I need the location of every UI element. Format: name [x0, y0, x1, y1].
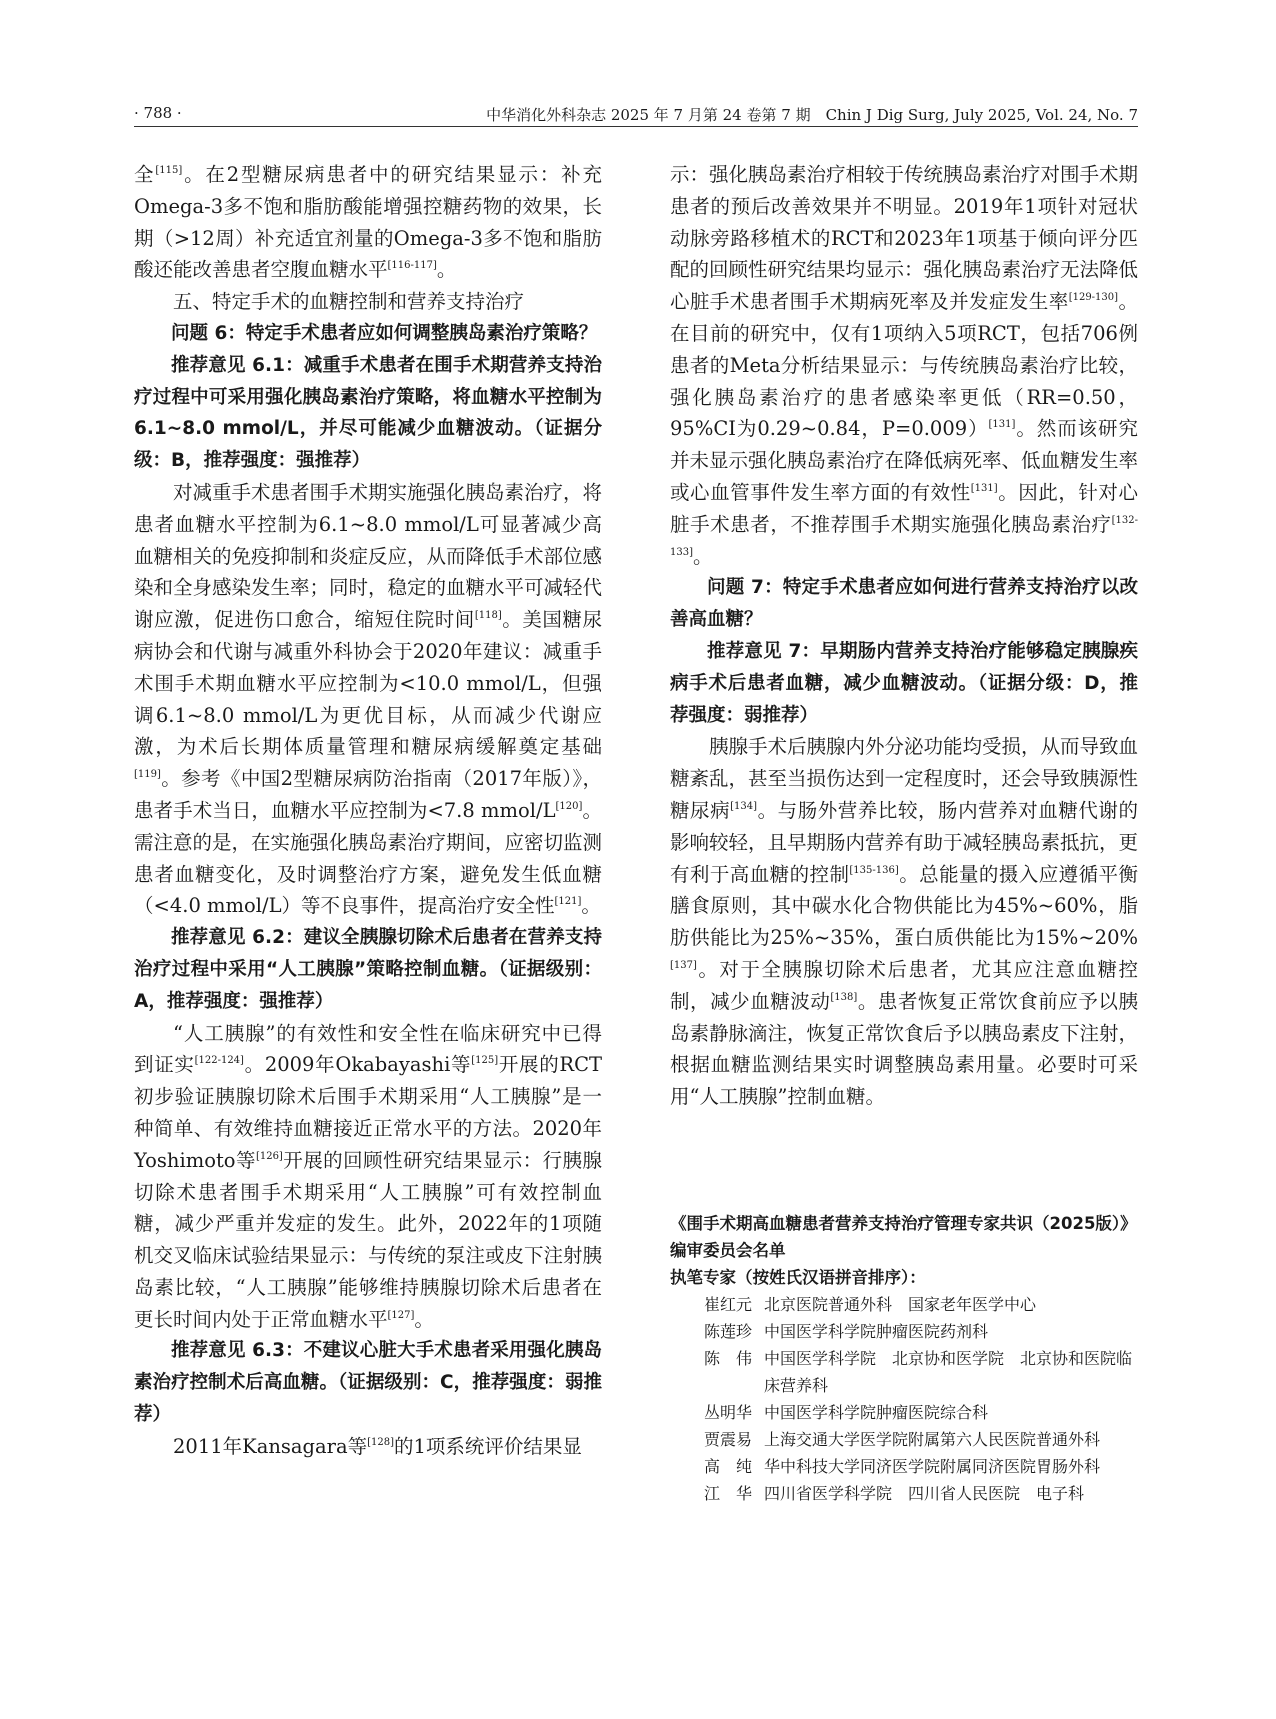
committee-member [670, 1426, 1138, 1453]
paragraph: “人工胰腺”的有效性和安全性在临床研究中已得到证实[122-124]。2009年Okabayashi等[125]开展的RCT初步验证胰腺切除术后围手术期采用“人工胰腺”是一种简单、有效维持血糖接近正常水平的方法。2020年Yoshimoto等[126]开展的回顾性研究结果显示：行胰腺切除术患者围手术期采用“人工胰腺”可有效控制血糖，减少严重并发症的发生。此外，2022年的1项随机交叉临床试验结果显示：与传统的泵注或皮下注射胰岛素比较，“人工胰腺”能够维持胰腺切除术后患者在更长时间内处于正常血糖水平[127]。 [134, 1021, 603, 1331]
right-column [670, 159, 1138, 1113]
member-name: 陈 伟 [704, 1349, 753, 1368]
member-name: 高 纯 [704, 1457, 753, 1476]
recommendation: 推荐意见 7：早期肠内营养支持治疗能够稳定胰腺疾病手术后患者血糖，减少血糖波动。（证据分级：D，推荐强度：弱推荐） [670, 640, 1138, 726]
member-affiliation: 华中科技大学同济医学院附属同济医院胃肠外科 [764, 1457, 1101, 1476]
committee-member [670, 1399, 1138, 1426]
member-affiliation: 中国医学科学院 北京协和医学院 北京协和医院临床营养科 [764, 1349, 1133, 1395]
paragraph: 示：强化胰岛素治疗相较于传统胰岛素治疗对围手术期患者的预后改善效果并不明显。2019年1项针对冠状动脉旁路移植术的RCT和2023年1项基于倾向评分匹配的回顾性研究结果均显示：强化胰岛素治疗无法降低心脏手术患者围手术期病死率及并发症发生率[129-130]。在目前的研究中，仅有1项纳入5项RCT，包括706例患者的Meta分析结果显示：与传统胰岛素治疗比较，强化胰岛素治疗的患者感染率更低（RR=0.50，95%CI为0.29~0.84，P=0.009）[131]。然而该研究并未显示强化胰岛素治疗在降低病死率、低血糖发生率或心血管事件发生率方面的有效性[131]。因此，针对心脏手术患者，不推荐围手术期实施强化胰岛素治疗[132-133]。 [670, 163, 1139, 568]
recommendation: 推荐意见 6.3：不建议心脏大手术患者采用强化胰岛素治疗控制术后高血糖。（证据级别：C，推荐强度：弱推荐） [134, 1340, 602, 1426]
committee-list [670, 1210, 1138, 1507]
member-name: 陈莲珍 [704, 1322, 753, 1341]
question-heading: 问题 7：特定手术患者应如何进行营养支持治疗以改善高血糖？ [670, 577, 1138, 631]
member-name: 丛明华 [704, 1403, 753, 1422]
committee-member [670, 1291, 1138, 1318]
member-affiliation: 上海交通大学医学院附属第六人民医院普通外科 [764, 1430, 1101, 1449]
paragraph: 胰腺手术后胰腺内外分泌功能均受损，从而导致血糖紊乱，甚至当损伤达到一定程度时，还会导致胰源性糖尿病[134]。与肠外营养比较，肠内营养对血糖代谢的影响较轻，且早期肠内营养有助于减轻胰岛素抵抗，更有利于高血糖的控制[135-136]。总能量的摄入应遵循平衡膳食原则，其中碳水化合物供能比为45%~60%，脂肪供能比为25%~35%，蛋白质供能比为15%~20%[137]。对于全胰腺切除术后患者，尤其应注意血糖控制，减少血糖波动[138]。患者恢复正常饮食前应予以胰岛素静脉滴注，恢复正常饮食后予以胰岛素皮下注射，根据血糖监测结果实时调整胰岛素用量。必要时可采用“人工胰腺”控制血糖。 [670, 735, 1139, 1109]
page-header [134, 102, 1138, 127]
journal-citation: 中华消化外科杂志 2025 年 7 月第 24 卷第 7 期 Chin J Dig Surg, July 2025, Vol. 24, No. 7 [486, 106, 1138, 124]
member-name: 崔红元 [704, 1295, 753, 1314]
question-heading: 问题 6：特定手术患者应如何调整胰岛素治疗策略？ [171, 322, 598, 344]
member-affiliation: 中国医学科学院肿瘤医院综合科 [764, 1403, 989, 1422]
paragraph: 全[115]。在2型糖尿病患者中的研究结果显示：补充Omega-3多不饱和脂肪酸能增强控糖药物的效果，长期（>12周）补充适宜剂量的Omega-3多不饱和脂肪酸还能改善患者空腹血糖水平[116-117]。 [134, 163, 602, 282]
committee-title: 《围手术期高血糖患者营养支持治疗管理专家共识（2025版）》 [670, 1214, 1137, 1233]
recommendation: 推荐意见 6.1：减重手术患者在围手术期营养支持治疗过程中可采用强化胰岛素治疗策略，将血糖水平控制为 6.1~8.0 mmol/L，并尽可能减少血糖波动。（证据分级：B，推荐强度：强推荐） [134, 354, 602, 472]
member-name: 贾震易 [704, 1430, 753, 1449]
member-affiliation: 四川省医学科学院 四川省人民医院 电子科 [764, 1484, 1085, 1503]
authors-heading: 执笔专家（按姓氏汉语拼音排序）： [670, 1268, 926, 1287]
committee-member [670, 1345, 1138, 1399]
committee-subtitle: 编审委员会名单 [670, 1241, 786, 1260]
committee-member [670, 1318, 1138, 1345]
member-affiliation: 中国医学科学院肿瘤医院药剂科 [764, 1322, 989, 1341]
committee-member [670, 1480, 1138, 1507]
section-heading: 五、特定手术的血糖控制和营养支持治疗 [173, 290, 525, 314]
member-affiliation: 北京医院普通外科 国家老年医学中心 [764, 1295, 1037, 1314]
recommendation: 推荐意见 6.2：建议全胰腺切除术后患者在营养支持治疗过程中采用“人工胰腺”策略控制血糖。（证据级别：A，推荐强度：强推荐） [134, 927, 602, 1012]
paragraph: 2011年Kansagara等[128]的1项系统评价结果显 [173, 1434, 582, 1458]
paragraph: 对减重手术患者围手术期实施强化胰岛素治疗，将患者血糖水平控制为6.1~8.0 mmol/L可显著减少高血糖相关的免疫抑制和炎症反应，从而降低手术部位感染和全身感染发生率；同时，稳定的血糖水平可减轻代谢应激，促进伤口愈合，缩短住院时间[118]。美国糖尿病协会和代谢与减重外科协会于2020年建议：减重手术围手术期血糖水平应控制为<10.0 mmol/L，但强调6.1~8.0 mmol/L为更优目标，从而减少代谢应激，为术后长期体质量管理和糖尿病缓解奠定基础[119]。参考《中国2型糖尿病防治指南（2017年版）》，患者手术当日，血糖水平应控制为<7.8 mmol/L[120]。需注意的是，在实施强化胰岛素治疗期间，应密切监测患者血糖变化，及时调整治疗方案，避免发生低血糖（<4.0 mmol/L）等不良事件，提高治疗安全性[121]。 [134, 480, 603, 918]
left-column [134, 159, 602, 1463]
page-number: · 788 · [134, 104, 182, 122]
member-name: 江 华 [704, 1484, 753, 1503]
committee-member [670, 1453, 1138, 1480]
